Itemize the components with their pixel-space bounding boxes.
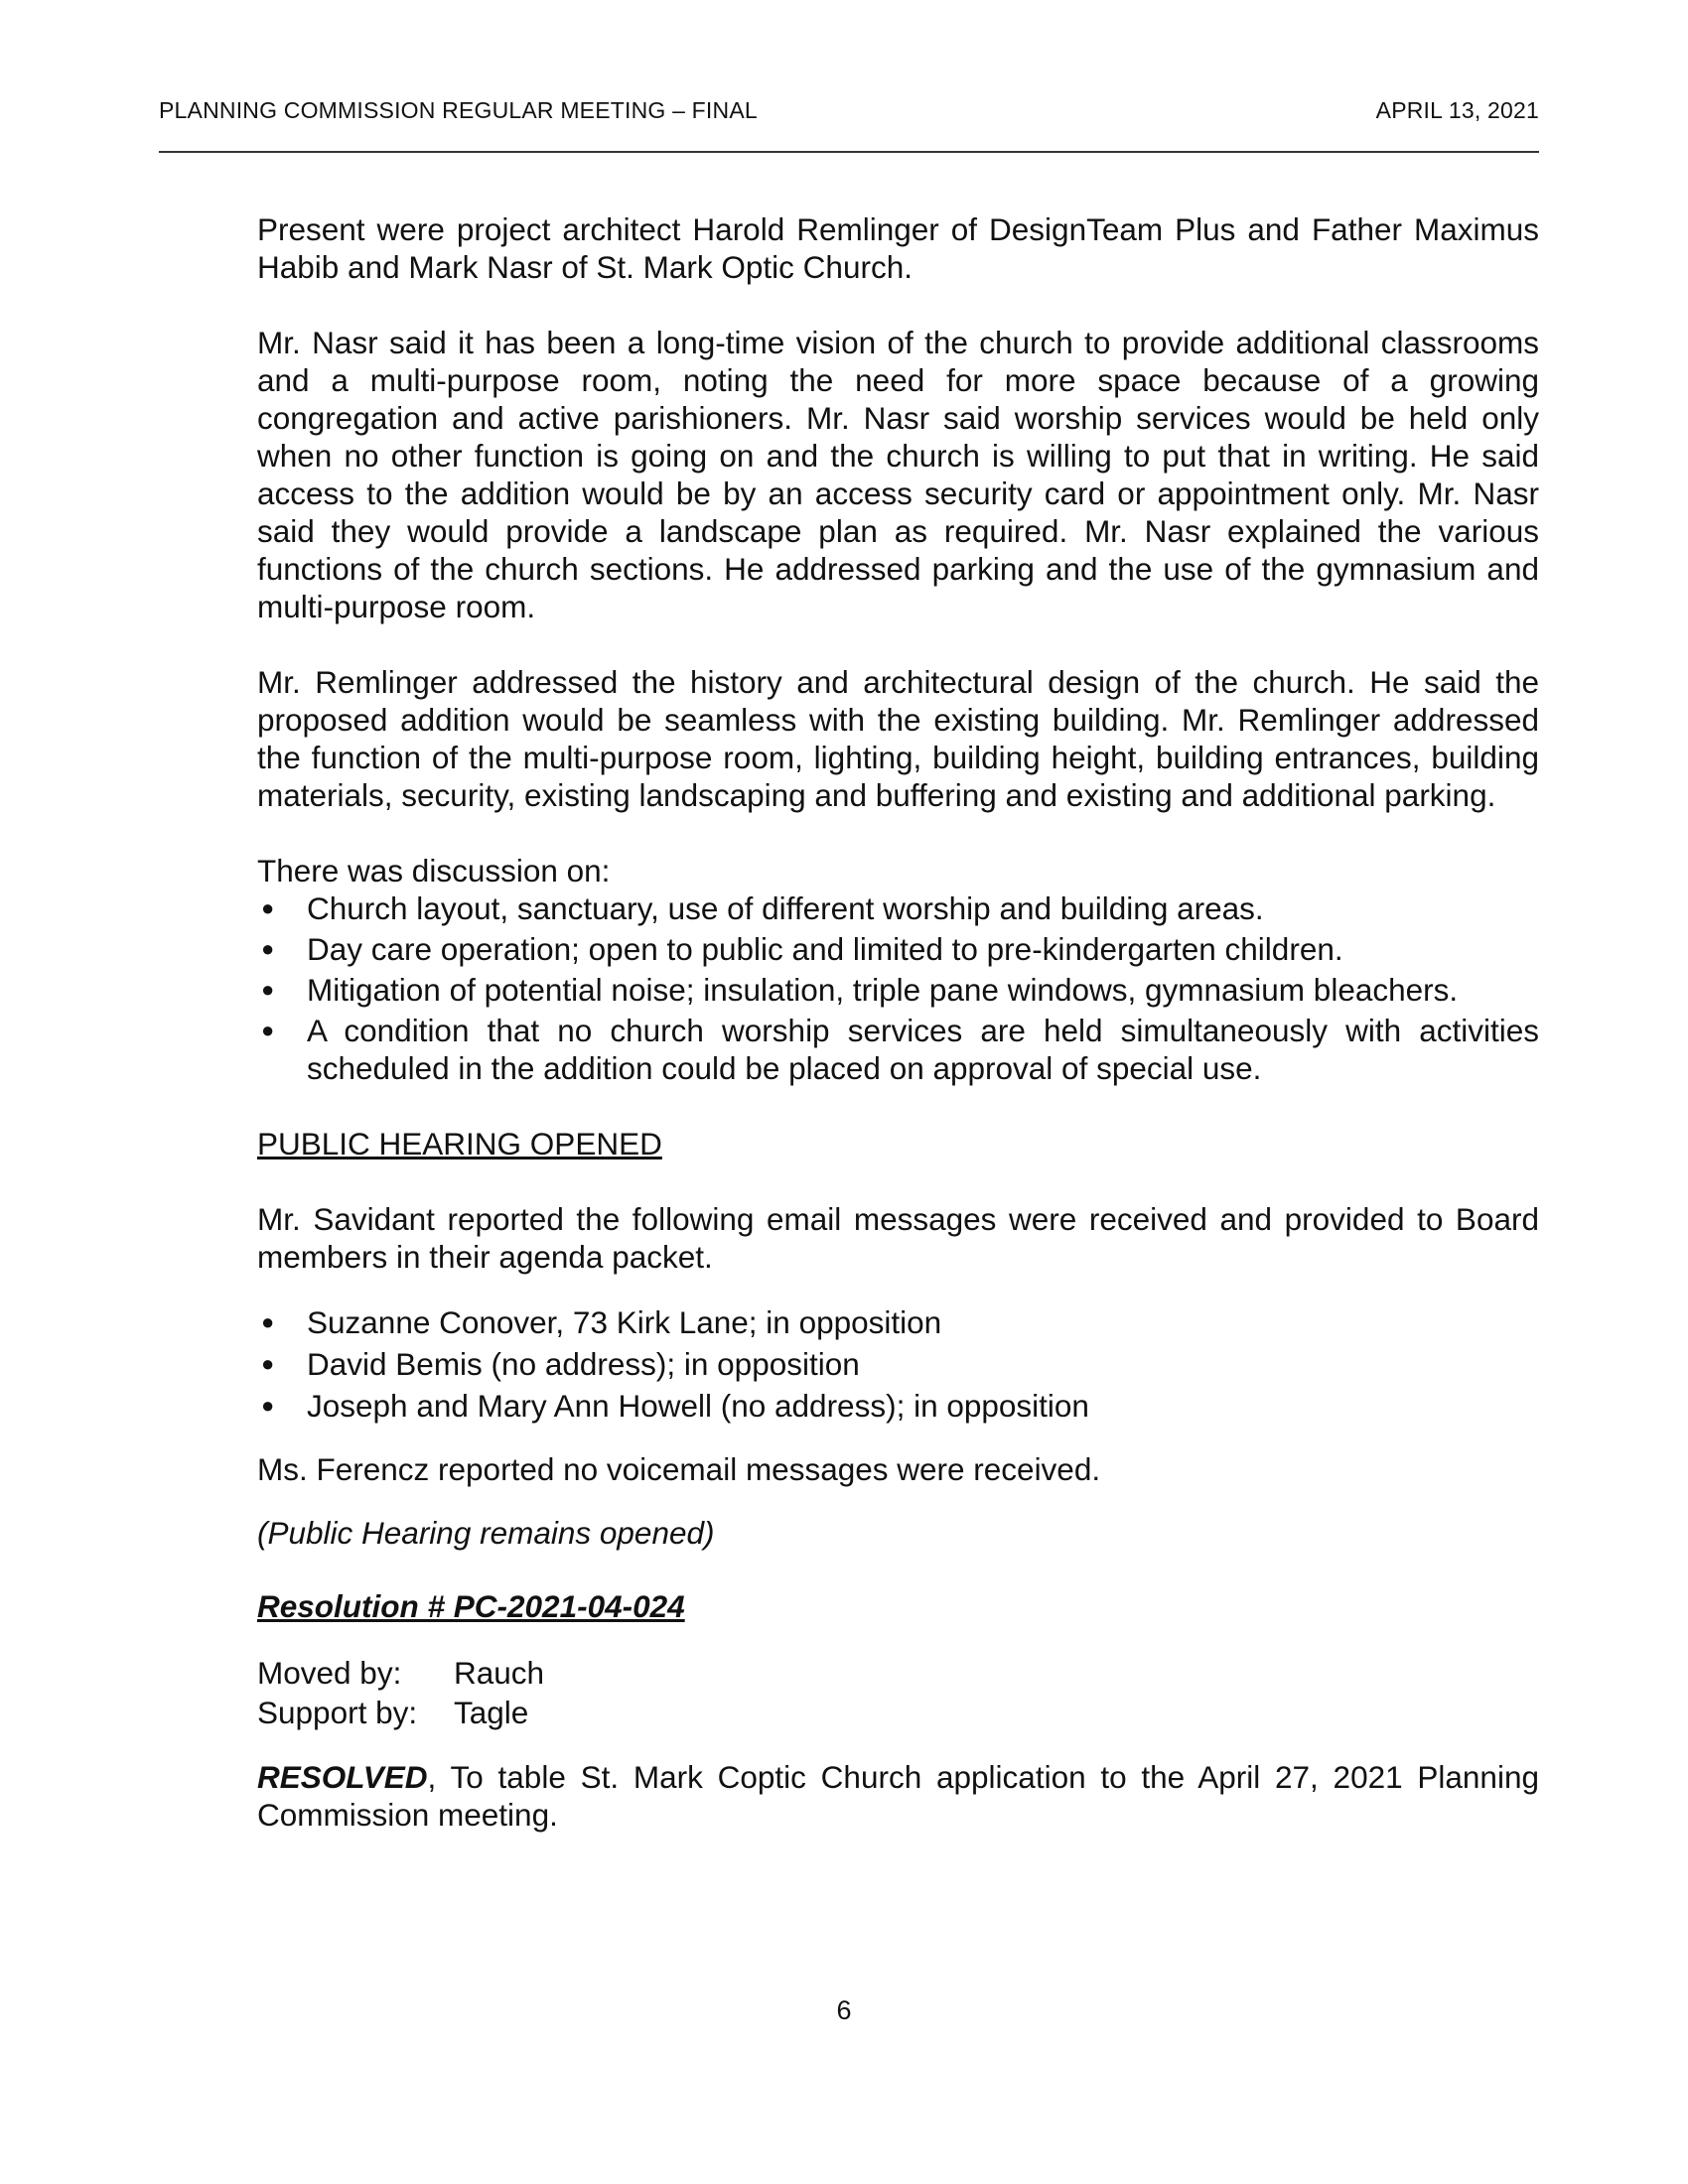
discussion-intro: There was discussion on: — [257, 853, 611, 888]
discussion-item-text: A condition that no church worship services are held simultaneously with activities scheduled in the addition could be placed on approval of special use. — [307, 1013, 1539, 1086]
moved-by-label: Moved by: — [257, 1655, 402, 1691]
email-report-paragraph: Mr. Savidant reported the following email messages were received and provided to Board members in their agenda packet. — [257, 1201, 1539, 1275]
resolution-heading: Resolution # PC-2021-04-024 — [257, 1588, 685, 1624]
email-list — [257, 1303, 1539, 1425]
document-title: PLANNING COMMISSION REGULAR MEETING – FINAL — [159, 97, 758, 123]
page-content — [257, 210, 1539, 1871]
discussion-item-text: Church layout, sanctuary, use of different worship and building areas. — [307, 890, 1264, 926]
bullet-icon: ● — [261, 1309, 275, 1334]
list-item — [257, 971, 1539, 1009]
bullet-icon: ● — [261, 1351, 275, 1376]
bullet-icon: ● — [261, 977, 275, 1002]
bullet-icon: ● — [261, 1393, 275, 1418]
support-by-label: Support by: — [257, 1695, 418, 1730]
resolution-text — [257, 1758, 1539, 1834]
email-item-text: Joseph and Mary Ann Howell (no address); in opposition — [307, 1388, 1089, 1424]
discussion-item-text: Mitigation of potential noise; insulation, triple pane windows, gymnasium bleachers. — [307, 972, 1459, 1008]
list-item — [257, 1303, 1539, 1341]
email-item-text: David Bemis (no address); in opposition — [307, 1346, 860, 1382]
bullet-icon: ● — [261, 895, 275, 920]
bullet-icon: ● — [261, 936, 275, 961]
list-item — [257, 930, 1539, 968]
email-item-text: Suzanne Conover, 73 Kirk Lane; in opposition — [307, 1304, 942, 1340]
resolved-keyword: RESOLVED — [257, 1759, 428, 1795]
voicemail-report: Ms. Ferencz reported no voicemail messages were received. — [257, 1451, 1101, 1487]
support-by-value: Tagle — [454, 1695, 529, 1730]
page-header — [159, 97, 1539, 153]
support-by-row — [257, 1693, 1539, 1732]
list-item — [257, 1345, 1539, 1383]
hearing-status: (Public Hearing remains opened) — [257, 1515, 715, 1551]
list-item — [257, 1387, 1539, 1425]
nasr-statement-paragraph: Mr. Nasr said it has been a long-time vision of the church to provide additional classrooms and a multi-purpose room, noting the need for more space because of a growing congregation and active parishioners. Mr. Nasr said worship services would be held only when no other function is going on and the church is willing to put that in writing. He said access to the addition would be by an access security card or appointment only. Mr. Nasr said they would provide a landscape plan as required. Mr. Nasr explained the various functions of the church sections. He addressed parking and the use of the gymnasium and multi-purpose room. — [257, 325, 1539, 624]
public-hearing-heading: PUBLIC HEARING OPENED — [257, 1126, 662, 1161]
attendees-paragraph: Present were project architect Harold Remlinger of DesignTeam Plus and Father Maximus Habib and Mark Nasr of St. Mark Optic Church. — [257, 211, 1539, 285]
moved-by-value: Rauch — [454, 1655, 545, 1691]
meeting-date: APRIL 13, 2021 — [1375, 97, 1539, 123]
remlinger-statement-paragraph: Mr. Remlinger addressed the history and architectural design of the church. He said the proposed addition would be seamless with the existing building. Mr. Remlinger addressed the function of the multi-purpose room, lighting, building height, building entrances, building materials, security, existing landscaping and buffering and existing and additional parking. — [257, 664, 1539, 813]
page-number: 6 — [836, 1995, 852, 2025]
moved-by-row — [257, 1653, 1539, 1693]
motion-block — [257, 1653, 1539, 1732]
discussion-list — [257, 889, 1539, 1087]
list-item — [257, 1012, 1539, 1087]
bullet-icon: ● — [261, 1018, 275, 1042]
discussion-item-text: Day care operation; open to public and limited to pre-kindergarten children. — [307, 931, 1343, 967]
resolution-body: , To table St. Mark Coptic Church application to the April 27, 2021 Planning Commission meeting. — [257, 1759, 1539, 1833]
list-item — [257, 889, 1539, 927]
